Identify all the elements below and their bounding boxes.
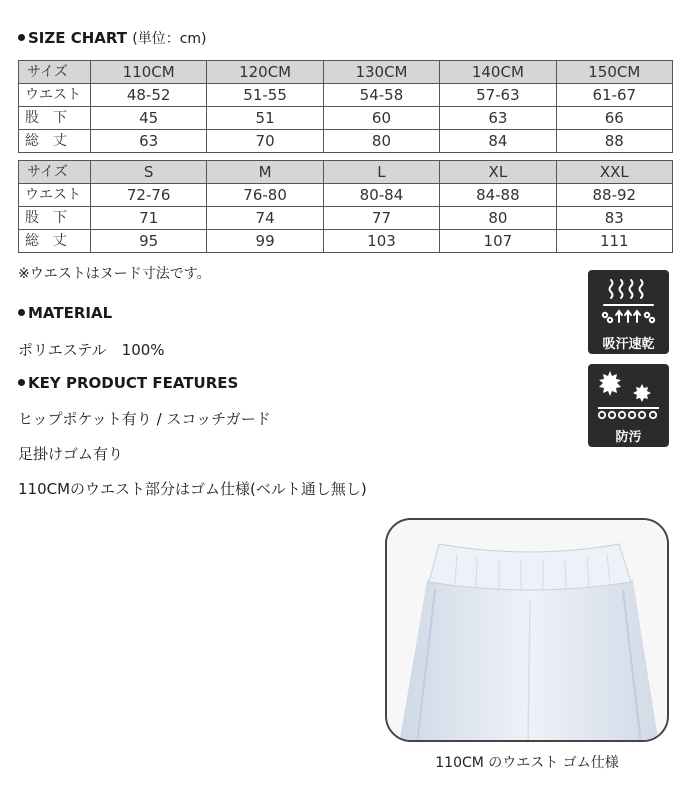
size-chart-heading bbox=[18, 28, 207, 48]
table-cell: 103 bbox=[323, 230, 439, 253]
table-header-cell: サイズ bbox=[19, 161, 91, 184]
table-header-row bbox=[19, 61, 673, 84]
table-cell: 76-80 bbox=[207, 184, 323, 207]
table-header-cell: M bbox=[207, 161, 323, 184]
table-row bbox=[19, 230, 673, 253]
table-cell: 88-92 bbox=[556, 184, 672, 207]
size-table-kids bbox=[18, 60, 673, 153]
table-cell: 71 bbox=[91, 207, 207, 230]
table-cell: 48-52 bbox=[91, 84, 207, 107]
stain-resistant-badge bbox=[588, 364, 669, 447]
table-header-cell: 140CM bbox=[440, 61, 556, 84]
table-cell: 74 bbox=[207, 207, 323, 230]
table-cell: 99 bbox=[207, 230, 323, 253]
table-row bbox=[19, 184, 673, 207]
table-cell: 80 bbox=[323, 130, 439, 153]
photo-caption: 110CM のウエスト ゴム仕様 bbox=[435, 755, 619, 771]
table-cell: 80-84 bbox=[323, 184, 439, 207]
table-cell: 63 bbox=[440, 107, 556, 130]
table-cell: 80 bbox=[440, 207, 556, 230]
table-cell: 66 bbox=[556, 107, 672, 130]
table-header-cell: 110CM bbox=[91, 61, 207, 84]
table-row-label: ウエスト bbox=[19, 84, 91, 107]
table-cell: 61-67 bbox=[556, 84, 672, 107]
table-header-cell: 120CM bbox=[207, 61, 323, 84]
table-row bbox=[19, 207, 673, 230]
stain-resistant-icon bbox=[588, 364, 669, 424]
feature-item: 足掛けゴム有り bbox=[18, 445, 124, 463]
table-row-label: ウエスト bbox=[19, 184, 91, 207]
table-row bbox=[19, 84, 673, 107]
bullet-icon bbox=[18, 379, 25, 386]
size-table-adult bbox=[18, 160, 673, 253]
quick-dry-badge bbox=[588, 270, 669, 354]
table-row-label: 総 丈 bbox=[19, 230, 91, 253]
quick-dry-label: 吸汗速乾 bbox=[602, 337, 655, 352]
bullet-icon bbox=[18, 34, 25, 41]
size-chart-title: SIZE CHART bbox=[28, 29, 128, 47]
pants-waist-image bbox=[387, 520, 669, 742]
table-cell: 70 bbox=[207, 130, 323, 153]
product-photo bbox=[385, 518, 669, 742]
table-header-cell: XXL bbox=[556, 161, 672, 184]
features-title: KEY PRODUCT FEATURES bbox=[28, 374, 239, 392]
table-cell: 77 bbox=[323, 207, 439, 230]
table-cell: 111 bbox=[556, 230, 672, 253]
material-text: ポリエステル 100% bbox=[18, 341, 165, 359]
material-heading bbox=[18, 304, 112, 322]
table-cell: 45 bbox=[91, 107, 207, 130]
quick-dry-icon bbox=[588, 270, 669, 330]
bullet-icon bbox=[18, 309, 25, 316]
feature-item: 110CMのウエスト部分はゴム仕様(ベルト通し無し) bbox=[18, 480, 367, 498]
size-note: ※ウエストはヌード寸法です。 bbox=[18, 266, 211, 282]
table-header-cell: L bbox=[323, 161, 439, 184]
table-cell: 72-76 bbox=[91, 184, 207, 207]
table-cell: 60 bbox=[323, 107, 439, 130]
table-header-cell: 130CM bbox=[323, 61, 439, 84]
size-chart-unit: (単位：cm) bbox=[132, 31, 207, 47]
table-header-cell: 150CM bbox=[556, 61, 672, 84]
table-cell: 83 bbox=[556, 207, 672, 230]
feature-item: ヒップポケット有り / スコッチガード bbox=[18, 410, 271, 428]
table-cell: 57-63 bbox=[440, 84, 556, 107]
table-header-cell: XL bbox=[440, 161, 556, 184]
table-cell: 95 bbox=[91, 230, 207, 253]
table-header-row bbox=[19, 161, 673, 184]
table-header-cell: S bbox=[91, 161, 207, 184]
table-header-cell: サイズ bbox=[19, 61, 91, 84]
table-cell: 51 bbox=[207, 107, 323, 130]
table-row-label: 股 下 bbox=[19, 207, 91, 230]
table-cell: 88 bbox=[556, 130, 672, 153]
stain-resistant-label: 防汚 bbox=[615, 430, 642, 445]
table-row-label: 総 丈 bbox=[19, 130, 91, 153]
table-cell: 84-88 bbox=[440, 184, 556, 207]
table-row-label: 股 下 bbox=[19, 107, 91, 130]
table-cell: 63 bbox=[91, 130, 207, 153]
table-row bbox=[19, 130, 673, 153]
table-cell: 51-55 bbox=[207, 84, 323, 107]
table-cell: 84 bbox=[440, 130, 556, 153]
table-cell: 107 bbox=[440, 230, 556, 253]
table-cell: 54-58 bbox=[323, 84, 439, 107]
table-row bbox=[19, 107, 673, 130]
features-heading bbox=[18, 374, 238, 392]
material-title: MATERIAL bbox=[28, 304, 113, 322]
